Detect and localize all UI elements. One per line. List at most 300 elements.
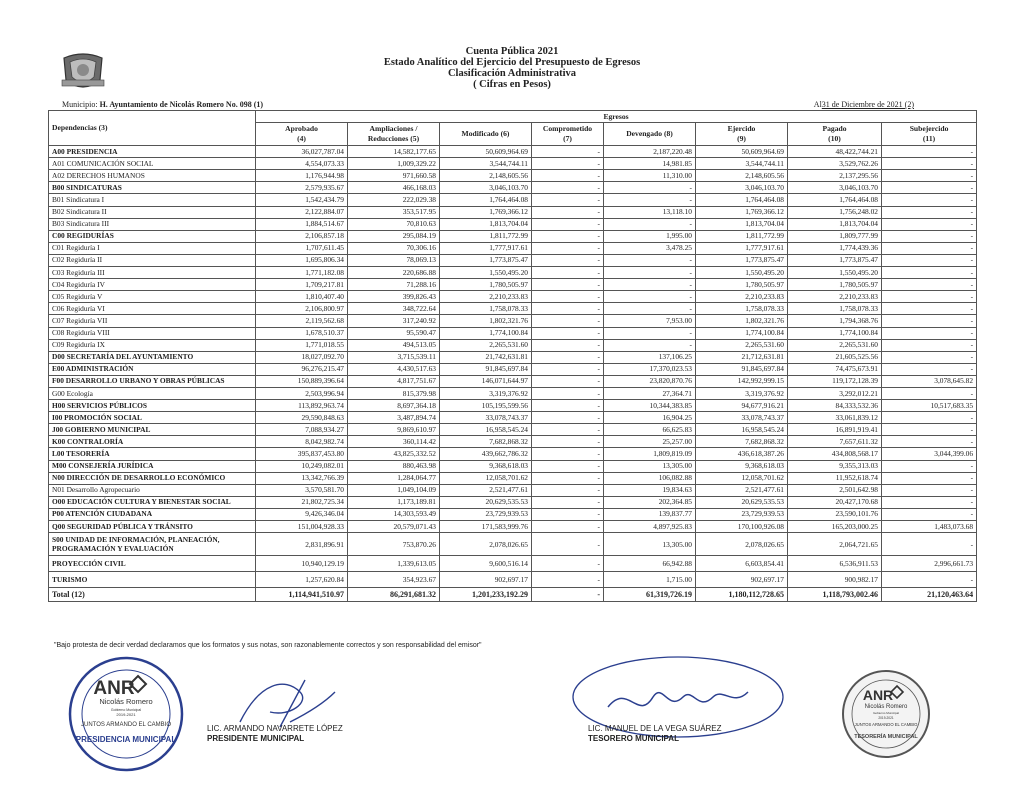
cell-ejercido: 23,729,939.53 (696, 508, 788, 520)
cell-aprobado: 36,027,787.04 (256, 146, 348, 158)
cell-subejercido: - (882, 146, 977, 158)
cell-subejercido: - (882, 194, 977, 206)
cell-pagado: 33,061,839.12 (788, 412, 882, 424)
cell-subejercido: - (882, 206, 977, 218)
cell-devengado: 13,305.00 (604, 533, 696, 556)
cell-devengado: 13,305.00 (604, 460, 696, 472)
dependencia-name: S00 UNIDAD DE INFORMACIÓN, PLANEACIÓN, PROGRAMACIÓN Y EVALUACIÓN (49, 533, 256, 556)
cell-modificado: 23,729,939.53 (440, 508, 532, 520)
cell-modificado: 2,265,531.60 (440, 339, 532, 351)
cell-ejercido: 2,521,477.61 (696, 484, 788, 496)
municipio-name: H. Ayuntamiento de Nicolás Romero No. 098 (1) (99, 100, 264, 109)
cell-aprobado: 29,590,848.63 (256, 412, 348, 424)
cell-modificado: 50,609,964.69 (440, 146, 532, 158)
cell-subejercido: - (882, 267, 977, 279)
cell-comprometido: - (532, 242, 604, 254)
cell-comprometido: - (532, 375, 604, 387)
cell-pagado: 48,422,744.21 (788, 146, 882, 158)
cell-ampliaciones: 353,517.95 (348, 206, 440, 218)
cell-pagado: 7,657,611.32 (788, 436, 882, 448)
budget-table (48, 110, 977, 602)
cell-pagado: 1,774,439.36 (788, 242, 882, 254)
cell-ampliaciones: 8,697,364.18 (348, 400, 440, 412)
cell-ejercido: 436,618,387.26 (696, 448, 788, 460)
total-ejercido: 1,180,112,728.65 (696, 588, 788, 602)
cell-subejercido: - (882, 484, 977, 496)
cell-comprometido: - (532, 508, 604, 520)
cell-ampliaciones: 494,513.05 (348, 339, 440, 351)
cell-subejercido: - (882, 230, 977, 242)
cell-comprometido: - (532, 327, 604, 339)
cell-comprometido: - (532, 218, 604, 230)
cell-ejercido: 9,368,618.03 (696, 460, 788, 472)
cell-aprobado: 9,426,346.04 (256, 508, 348, 520)
dependencia-name: C04 Regiduría IV (49, 279, 256, 291)
cell-comprometido: - (532, 170, 604, 182)
table-row (49, 351, 977, 363)
cell-subejercido: - (882, 170, 977, 182)
cell-ejercido: 1,769,366.12 (696, 206, 788, 218)
cell-pagado: 165,203,000.25 (788, 521, 882, 533)
cell-modificado: 1,802,321.76 (440, 315, 532, 327)
cell-subejercido: - (882, 242, 977, 254)
cell-modificado: 146,071,644.97 (440, 375, 532, 387)
cell-pagado: 2,265,531.60 (788, 339, 882, 351)
cell-aprobado: 96,276,215.47 (256, 363, 348, 375)
cell-ampliaciones: 14,303,593.49 (348, 508, 440, 520)
cell-pagado: 1,758,078.33 (788, 303, 882, 315)
date-value: 31 de Diciembre de 2021 (2) (821, 100, 914, 109)
cell-devengado: 3,478.25 (604, 242, 696, 254)
cell-ampliaciones: 466,168.03 (348, 182, 440, 194)
cell-subejercido: - (882, 158, 977, 170)
presidente-signature-icon (230, 672, 340, 732)
cell-comprometido: - (532, 146, 604, 158)
dependencia-name: G00 Ecología (49, 387, 256, 399)
cell-pagado: 3,529,762.26 (788, 158, 882, 170)
cell-devengado: 27,364.71 (604, 387, 696, 399)
cell-subejercido: - (882, 424, 977, 436)
cell-ampliaciones: 1,049,104.09 (348, 484, 440, 496)
cell-ejercido: 1,777,917.61 (696, 242, 788, 254)
dependencia-name: M00 CONSEJERÍA JURÍDICA (49, 460, 256, 472)
table-row (49, 315, 977, 327)
cell-aprobado: 1,771,018.55 (256, 339, 348, 351)
cell-ampliaciones: 20,579,071.43 (348, 521, 440, 533)
cell-comprometido: - (532, 572, 604, 588)
cell-ampliaciones: 71,288.16 (348, 279, 440, 291)
table-row (49, 448, 977, 460)
table-row (49, 508, 977, 520)
cell-comprometido: - (532, 194, 604, 206)
header-subejercido: Subejercido (11) (882, 123, 977, 146)
cell-aprobado: 2,122,884.07 (256, 206, 348, 218)
cell-ampliaciones: 4,817,751.67 (348, 375, 440, 387)
svg-text:ANR: ANR (862, 687, 894, 703)
dependencia-name: C05 Regiduría V (49, 291, 256, 303)
table-row (49, 146, 977, 158)
cell-modificado: 16,958,545.24 (440, 424, 532, 436)
date-prefix: Al (813, 100, 822, 109)
cell-subejercido: - (882, 572, 977, 588)
cell-comprometido: - (532, 303, 604, 315)
cell-aprobado: 3,570,581.70 (256, 484, 348, 496)
dependencia-name: A01 COMUNICACIÓN SOCIAL (49, 158, 256, 170)
cell-pagado: 3,046,103.70 (788, 182, 882, 194)
cell-devengado: - (604, 218, 696, 230)
cell-subejercido: - (882, 218, 977, 230)
cell-devengado: - (604, 254, 696, 266)
cell-pagado: 84,333,532.36 (788, 400, 882, 412)
cell-modificado: 1,777,917.61 (440, 242, 532, 254)
cell-ampliaciones: 348,722.64 (348, 303, 440, 315)
cell-modificado: 1,550,495.20 (440, 267, 532, 279)
cell-devengado: 137,106.25 (604, 351, 696, 363)
svg-text:JUNTOS ARMANDO EL CAMBIO: JUNTOS ARMANDO EL CAMBIO (854, 722, 918, 727)
cell-modificado: 439,662,786.32 (440, 448, 532, 460)
table-row (49, 279, 977, 291)
cell-ampliaciones: 3,487,894.74 (348, 412, 440, 424)
dependencia-name: C01 Regiduría I (49, 242, 256, 254)
cell-subejercido: - (882, 472, 977, 484)
svg-text:Gobierno Municipal: Gobierno Municipal (110, 708, 142, 712)
cell-devengado: 1,715.00 (604, 572, 696, 588)
cell-comprometido: - (532, 400, 604, 412)
cell-ampliaciones: 3,715,539.11 (348, 351, 440, 363)
cell-comprometido: - (532, 484, 604, 496)
dependencia-name: I00 PROMOCIÓN SOCIAL (49, 412, 256, 424)
cell-comprometido: - (532, 279, 604, 291)
table-row (49, 254, 977, 266)
cell-modificado: 1,773,875.47 (440, 254, 532, 266)
cell-devengado: 17,370,023.53 (604, 363, 696, 375)
cell-subejercido: - (882, 303, 977, 315)
cell-devengado: 2,187,220.48 (604, 146, 696, 158)
dependencia-name: C09 Regiduría IX (49, 339, 256, 351)
cell-subejercido: 1,483,073.68 (882, 521, 977, 533)
table-row (49, 303, 977, 315)
cell-subejercido: - (882, 508, 977, 520)
cell-modificado: 2,148,605.56 (440, 170, 532, 182)
title-line-2: Estado Analítico del Ejercicio del Presupuesto de Egresos (383, 57, 641, 68)
cell-comprometido: - (532, 412, 604, 424)
cell-pagado: 9,355,313.03 (788, 460, 882, 472)
cell-aprobado: 2,106,857.18 (256, 230, 348, 242)
cell-ejercido: 1,813,704.04 (696, 218, 788, 230)
cell-subejercido: - (882, 533, 977, 556)
cell-devengado: - (604, 327, 696, 339)
cell-ampliaciones: 1,009,329.22 (348, 158, 440, 170)
tesoreria-seal (840, 668, 932, 760)
cell-pagado: 1,773,875.47 (788, 254, 882, 266)
dependencia-name: PROYECCIÓN CIVIL (49, 556, 256, 572)
cell-pagado: 2,210,233.83 (788, 291, 882, 303)
cell-modificado: 2,210,233.83 (440, 291, 532, 303)
cell-aprobado: 151,004,928.33 (256, 521, 348, 533)
cell-ejercido: 1,802,321.76 (696, 315, 788, 327)
cell-pagado: 20,427,170.68 (788, 496, 882, 508)
cell-ampliaciones: 4,430,517.63 (348, 363, 440, 375)
cell-modificado: 171,583,999.76 (440, 521, 532, 533)
cell-ampliaciones: 295,084.19 (348, 230, 440, 242)
cell-devengado: - (604, 291, 696, 303)
cell-modificado: 21,742,631.81 (440, 351, 532, 363)
cell-ejercido: 902,697.17 (696, 572, 788, 588)
table-row (49, 424, 977, 436)
cell-subejercido: - (882, 182, 977, 194)
cell-ampliaciones: 360,114.42 (348, 436, 440, 448)
cell-pagado: 1,774,100.84 (788, 327, 882, 339)
cell-comprometido: - (532, 158, 604, 170)
cell-devengado: 11,310.00 (604, 170, 696, 182)
dependencia-name: A00 PRESIDENCIA (49, 146, 256, 158)
cell-ampliaciones: 1,339,613.05 (348, 556, 440, 572)
cell-subejercido: - (882, 363, 977, 375)
table-row (49, 521, 977, 533)
total-pagado: 1,118,793,002.46 (788, 588, 882, 602)
cell-comprometido: - (532, 424, 604, 436)
cell-ampliaciones: 399,826.43 (348, 291, 440, 303)
svg-text:2019-2021: 2019-2021 (878, 716, 894, 720)
tesorero-firma (588, 724, 722, 744)
cell-ejercido: 170,100,926.08 (696, 521, 788, 533)
cell-modificado: 91,845,697.84 (440, 363, 532, 375)
dependencia-name: O00 EDUCACIÓN CULTURA Y BIENESTAR SOCIAL (49, 496, 256, 508)
cell-pagado: 3,292,012.21 (788, 387, 882, 399)
cell-comprometido: - (532, 206, 604, 218)
cell-ejercido: 16,958,545.24 (696, 424, 788, 436)
cell-modificado: 105,195,599.56 (440, 400, 532, 412)
dependencia-name: C06 Regiduría VI (49, 303, 256, 315)
title-line-4: ( Cifras en Pesos) (473, 79, 551, 90)
cell-aprobado: 8,042,982.74 (256, 436, 348, 448)
cell-ejercido: 1,550,495.20 (696, 267, 788, 279)
cell-pagado: 900,982.17 (788, 572, 882, 588)
dependencia-name: L00 TESORERÍA (49, 448, 256, 460)
svg-text:PRESIDENCIA MUNICIPAL: PRESIDENCIA MUNICIPAL (75, 735, 177, 744)
table-row (49, 572, 977, 588)
cell-aprobado: 1,695,806.34 (256, 254, 348, 266)
cell-aprobado: 2,119,562.68 (256, 315, 348, 327)
presidente-nombre: LIC. ARMANDO NAVARRETE LÓPEZ (207, 724, 343, 733)
anr-logo-icon (93, 676, 146, 699)
cell-aprobado: 1,709,217.81 (256, 279, 348, 291)
cell-aprobado: 1,810,407.40 (256, 291, 348, 303)
cell-devengado: 202,364.85 (604, 496, 696, 508)
cell-pagado: 1,756,248.02 (788, 206, 882, 218)
cell-pagado: 1,809,777.99 (788, 230, 882, 242)
cell-comprometido: - (532, 254, 604, 266)
cell-devengado: 66,942.88 (604, 556, 696, 572)
total-label: Total (12) (49, 588, 256, 602)
cell-aprobado: 10,249,082.01 (256, 460, 348, 472)
dependencia-name: B02 Sindicatura II (49, 206, 256, 218)
dependencia-name: P00 ATENCIÓN CIUDADANA (49, 508, 256, 520)
table-row (49, 412, 977, 424)
title-line-3: Clasificación Administrativa (447, 68, 577, 79)
cell-ejercido: 2,265,531.60 (696, 339, 788, 351)
cell-modificado: 902,697.17 (440, 572, 532, 588)
cell-aprobado: 18,027,092.70 (256, 351, 348, 363)
cell-modificado: 2,078,026.65 (440, 533, 532, 556)
cell-ejercido: 2,148,605.56 (696, 170, 788, 182)
cell-comprometido: - (532, 460, 604, 472)
cell-comprometido: - (532, 315, 604, 327)
cell-ampliaciones: 9,869,610.97 (348, 424, 440, 436)
dependencia-name: F00 DESARROLLO URBANO Y OBRAS PÚBLICAS (49, 375, 256, 387)
municipio-label: Municipio: (62, 100, 98, 109)
table-row (49, 484, 977, 496)
cell-devengado: 16,904.25 (604, 412, 696, 424)
cell-modificado: 1,811,772.99 (440, 230, 532, 242)
table-row (49, 387, 977, 399)
cell-devengado: - (604, 267, 696, 279)
cell-comprometido: - (532, 436, 604, 448)
dependencia-name: H00 SERVICIOS PÚBLICOS (49, 400, 256, 412)
cell-ampliaciones: 1,284,064.77 (348, 472, 440, 484)
cell-ejercido: 3,319,376.92 (696, 387, 788, 399)
dependencia-name: C07 Regiduría VII (49, 315, 256, 327)
cell-subejercido: - (882, 412, 977, 424)
header-aprobado: Aprobado (4) (256, 123, 348, 146)
table-row (49, 182, 977, 194)
dependencia-name: A02 DERECHOS HUMANOS (49, 170, 256, 182)
cell-devengado: 139,837.77 (604, 508, 696, 520)
cell-devengado: 1,809,819.09 (604, 448, 696, 460)
cell-pagado: 6,536,911.53 (788, 556, 882, 572)
cell-ampliaciones: 222,029.38 (348, 194, 440, 206)
table-row (49, 556, 977, 572)
cell-ampliaciones: 78,069.13 (348, 254, 440, 266)
svg-text:JUNTOS ARMANDO EL CAMBIO: JUNTOS ARMANDO EL CAMBIO (80, 722, 172, 728)
table-row (49, 363, 977, 375)
svg-text:Nicolás Romero: Nicolás Romero (864, 704, 908, 710)
header-ejercido: Ejercido (9) (696, 123, 788, 146)
cell-aprobado: 2,579,935.67 (256, 182, 348, 194)
cell-comprometido: - (532, 351, 604, 363)
dependencia-name: C03 Regiduría III (49, 267, 256, 279)
presidencia-seal (66, 654, 186, 774)
cell-devengado: 66,625.83 (604, 424, 696, 436)
cell-subejercido: - (882, 339, 977, 351)
cell-pagado: 2,501,642.98 (788, 484, 882, 496)
cell-subejercido: - (882, 387, 977, 399)
dependencia-name: TURISMO (49, 572, 256, 588)
cell-pagado: 1,764,464.08 (788, 194, 882, 206)
header-ampliaciones: Ampliaciones / Reducciones (5) (348, 123, 440, 146)
presidente-cargo: PRESIDENTE MUNICIPAL (207, 734, 305, 743)
header-modificado: Modificado (6) (440, 123, 532, 146)
cell-aprobado: 13,342,766.39 (256, 472, 348, 484)
cell-ejercido: 142,992,999.15 (696, 375, 788, 387)
cell-comprometido: - (532, 387, 604, 399)
dependencia-name: K00 CONTRALORÍA (49, 436, 256, 448)
cell-comprometido: - (532, 521, 604, 533)
cell-ejercido: 1,774,100.84 (696, 327, 788, 339)
cell-comprometido: - (532, 182, 604, 194)
total-modificado: 1,201,233,192.29 (440, 588, 532, 602)
cell-devengado: 4,897,925.83 (604, 521, 696, 533)
dependencia-name: D00 SECRETARÍA DEL AYUNTAMIENTO (49, 351, 256, 363)
cell-ampliaciones: 14,582,177.65 (348, 146, 440, 158)
dependencia-name: B03 Sindicatura III (49, 218, 256, 230)
svg-text:2019-2021: 2019-2021 (116, 712, 136, 717)
total-subejercido: 21,120,463.64 (882, 588, 977, 602)
cell-modificado: 3,544,744.11 (440, 158, 532, 170)
cell-ampliaciones: 70,810.63 (348, 218, 440, 230)
tesorero-cargo: TESORERO MUNICIPAL (588, 734, 679, 743)
cell-comprometido: - (532, 339, 604, 351)
cell-modificado: 7,682,868.32 (440, 436, 532, 448)
cell-pagado: 74,475,673.91 (788, 363, 882, 375)
cell-ampliaciones: 317,240.92 (348, 315, 440, 327)
cell-ampliaciones: 753,870.26 (348, 533, 440, 556)
cell-devengado: 1,995.00 (604, 230, 696, 242)
cell-subejercido: 3,078,645.82 (882, 375, 977, 387)
table-row (49, 267, 977, 279)
header-comprometido: Comprometido (7) (532, 123, 604, 146)
cell-subejercido: 10,517,683.35 (882, 400, 977, 412)
cell-pagado: 23,590,101.76 (788, 508, 882, 520)
cell-subejercido: - (882, 496, 977, 508)
cell-aprobado: 150,889,396.64 (256, 375, 348, 387)
cell-ejercido: 20,629,535.53 (696, 496, 788, 508)
cell-aprobado: 1,257,620.84 (256, 572, 348, 588)
cell-ejercido: 6,603,854.41 (696, 556, 788, 572)
cell-ejercido: 1,764,464.08 (696, 194, 788, 206)
cell-pagado: 1,813,704.04 (788, 218, 882, 230)
total-ampliaciones: 86,291,681.32 (348, 588, 440, 602)
cell-modificado: 1,780,505.97 (440, 279, 532, 291)
svg-text:Gobierno Municipal: Gobierno Municipal (873, 711, 899, 715)
cell-ejercido: 94,677,916.21 (696, 400, 788, 412)
cell-pagado: 11,952,618.74 (788, 472, 882, 484)
header-pagado: Pagado (10) (788, 123, 882, 146)
cell-aprobado: 21,802,725.34 (256, 496, 348, 508)
cell-ejercido: 2,210,233.83 (696, 291, 788, 303)
cell-modificado: 1,758,078.33 (440, 303, 532, 315)
cell-comprometido: - (532, 267, 604, 279)
cell-pagado: 2,137,295.56 (788, 170, 882, 182)
cell-devengado: 25,257.00 (604, 436, 696, 448)
total-aprobado: 1,114,941,510.97 (256, 588, 348, 602)
table-row (49, 533, 977, 556)
cell-aprobado: 2,831,896.91 (256, 533, 348, 556)
cell-pagado: 1,794,368.76 (788, 315, 882, 327)
dependencia-name: B00 SINDICATURAS (49, 182, 256, 194)
table-row (49, 400, 977, 412)
cell-comprometido: - (532, 363, 604, 375)
cell-ejercido: 91,845,697.84 (696, 363, 788, 375)
cell-ejercido: 33,078,743.37 (696, 412, 788, 424)
table-row (49, 170, 977, 182)
cell-comprometido: - (532, 448, 604, 460)
cell-ampliaciones: 70,306.16 (348, 242, 440, 254)
table-row (49, 375, 977, 387)
cell-devengado: 13,118.10 (604, 206, 696, 218)
dependencia-name: C08 Regiduría VIII (49, 327, 256, 339)
cell-devengado: 106,082.88 (604, 472, 696, 484)
cell-subejercido: - (882, 254, 977, 266)
cell-modificado: 33,078,743.37 (440, 412, 532, 424)
cell-aprobado: 1,542,434.79 (256, 194, 348, 206)
cell-aprobado: 1,176,944.98 (256, 170, 348, 182)
total-devengado: 61,319,726.19 (604, 588, 696, 602)
cell-pagado: 1,780,505.97 (788, 279, 882, 291)
cell-aprobado: 1,707,611.45 (256, 242, 348, 254)
table-row (49, 460, 977, 472)
cell-aprobado: 1,884,514.67 (256, 218, 348, 230)
